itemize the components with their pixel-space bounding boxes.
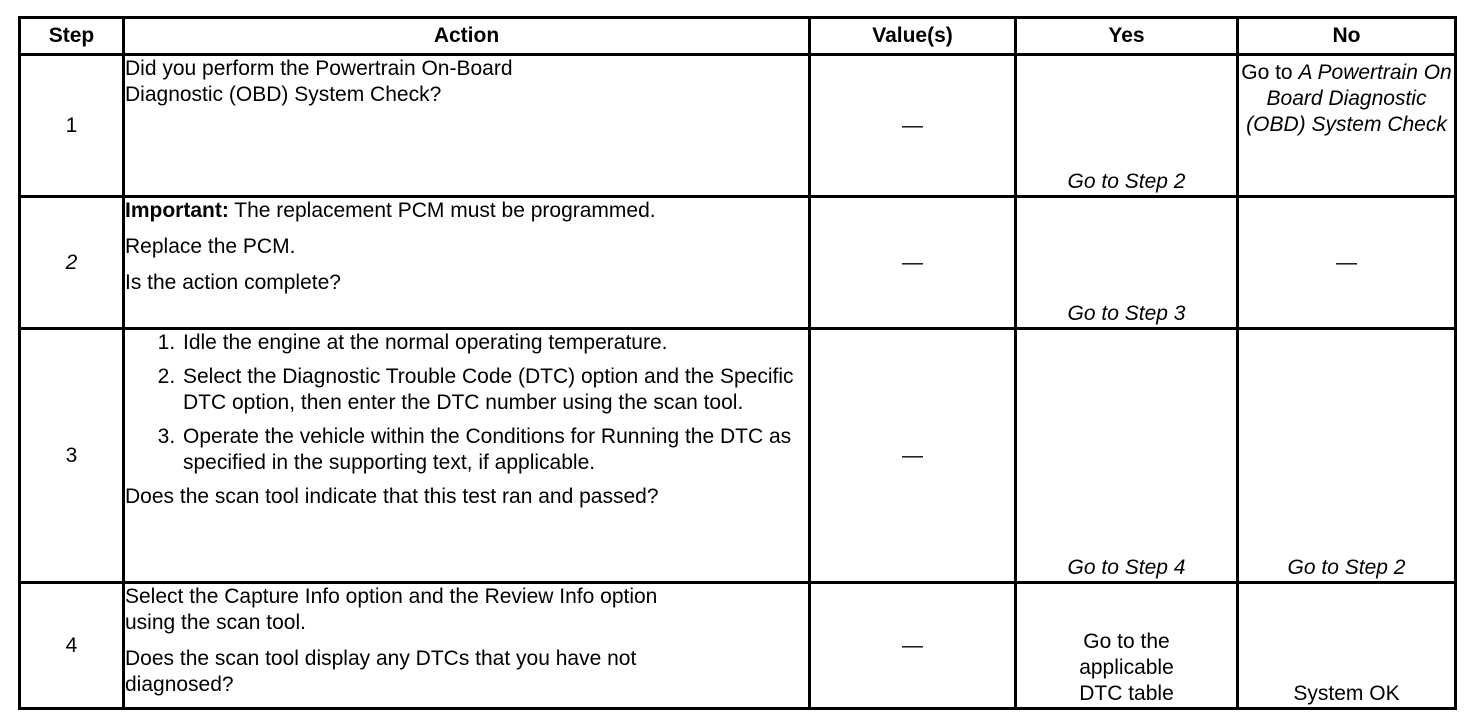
action-cell (124, 583, 810, 709)
action-question: Is the action complete? (125, 271, 341, 294)
no-link[interactable]: A Powertrain On Board Diagnostic (OBD) System Check (1246, 61, 1452, 136)
yes-link[interactable]: Go to Step 2 (1016, 55, 1238, 197)
header-no: No (1238, 18, 1456, 55)
action-text: Did you perform the Powertrain On-Board (125, 57, 513, 80)
yes-line: DTC table (1079, 682, 1174, 705)
question-line: diagnosed? (125, 673, 234, 696)
no-prefix: Go to (1241, 61, 1293, 84)
header-step: Step (20, 18, 124, 55)
value-dash: — (902, 443, 923, 467)
yes-line: Go to the (1083, 630, 1170, 653)
step-number: 1 (20, 55, 124, 197)
action-text: Diagnostic (OBD) System Check? (125, 83, 442, 106)
list-item: 3. Operate the vehicle within the Conditions for Running the DTC as specified in the supporting text, if applicable. (181, 424, 808, 476)
list-item: 2. Select the Diagnostic Trouble Code (DTC) option and the Specific DTC option, then enter the DTC number using the scan tool. (181, 364, 808, 416)
action-text (125, 584, 808, 636)
value-cell (810, 329, 1016, 583)
value-cell (810, 55, 1016, 197)
value-dash: — (902, 113, 923, 137)
diagnostic-table (18, 16, 1457, 710)
list-item: 1. Idle the engine at the normal operating temperature. (181, 330, 808, 356)
action-question: Does the scan tool indicate that this test ran and passed? (125, 485, 659, 508)
action-line: using the scan tool. (125, 611, 306, 634)
header-row (20, 18, 1456, 55)
action-question (125, 646, 808, 698)
table-row (20, 55, 1456, 197)
value-cell (810, 583, 1016, 709)
table-row (20, 583, 1456, 709)
action-cell (124, 329, 810, 583)
header-values: Value(s) (810, 18, 1016, 55)
step-number: 4 (20, 583, 124, 709)
action-cell (124, 197, 810, 329)
table-row (20, 197, 1456, 329)
action-line: Select the Capture Info option and the Review Info option (125, 585, 658, 608)
value-cell (810, 197, 1016, 329)
header-yes: Yes (1016, 18, 1238, 55)
no-link[interactable]: Go to Step 2 (1238, 329, 1456, 583)
yes-cell (1016, 583, 1238, 709)
table-row (20, 329, 1456, 583)
header-action: Action (124, 18, 810, 55)
action-text: Replace the PCM. (125, 235, 296, 258)
important-note (125, 198, 808, 224)
action-cell (124, 55, 810, 197)
value-dash: — (902, 250, 923, 274)
no-value: — (1238, 197, 1456, 329)
step-number: 2 (20, 197, 124, 329)
yes-link[interactable]: Go to Step 4 (1016, 329, 1238, 583)
procedure-list (125, 330, 808, 476)
yes-link[interactable]: Go to Step 3 (1016, 197, 1238, 329)
no-value: System OK (1238, 583, 1456, 709)
step-number: 3 (20, 329, 124, 583)
value-dash: — (902, 633, 923, 657)
no-cell (1238, 55, 1456, 197)
yes-line: applicable (1079, 656, 1174, 679)
important-label: Important: (125, 199, 229, 222)
important-text: The replacement PCM must be programmed. (228, 199, 656, 222)
question-line: Does the scan tool display any DTCs that you have not (125, 647, 637, 670)
